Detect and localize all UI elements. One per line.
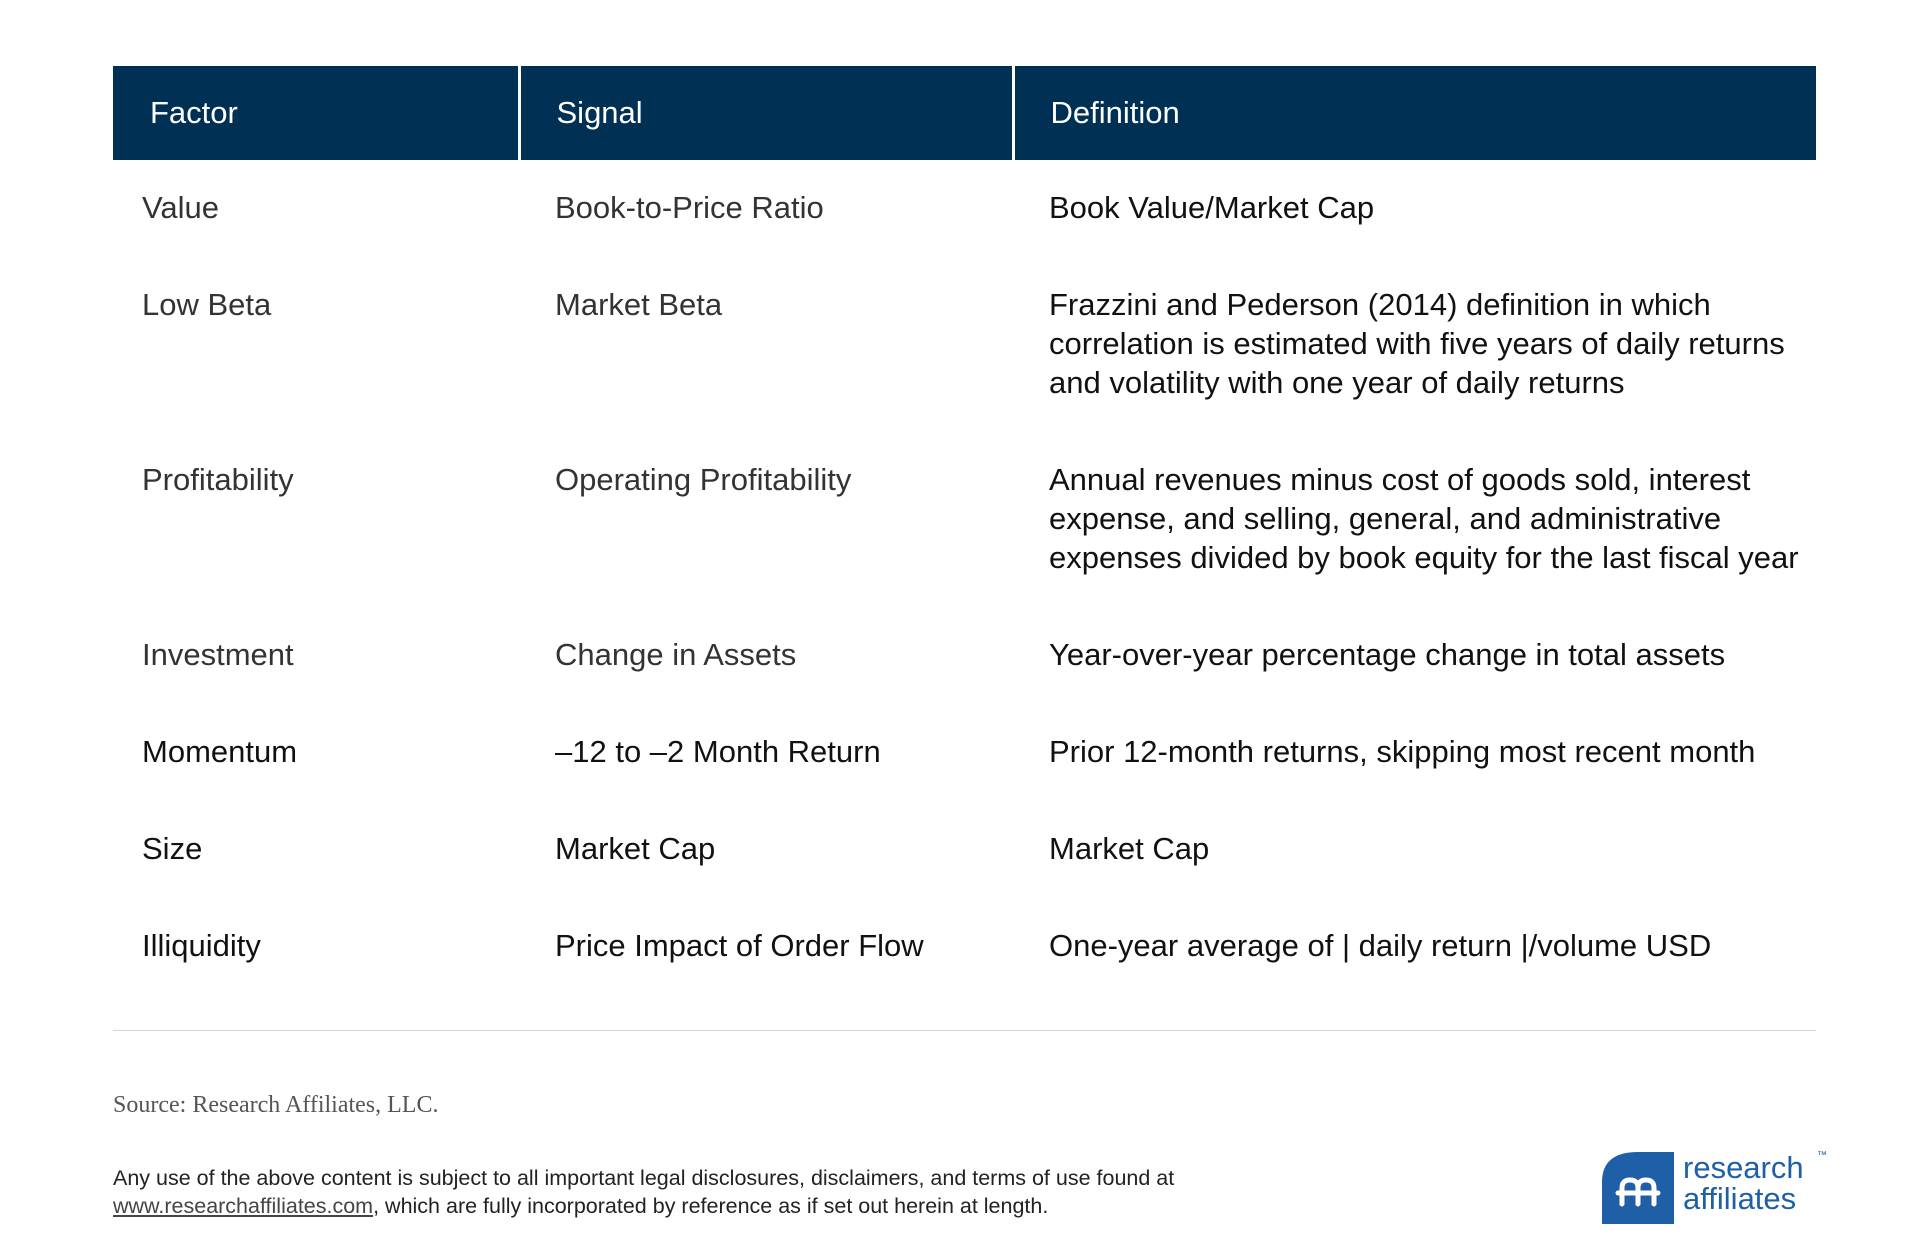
cell-definition: Book Value/Market Cap — [1049, 190, 1375, 225]
cell-factor: Size — [142, 831, 203, 866]
table-row — [113, 732, 1816, 829]
cell-signal: Operating Profitability — [555, 462, 852, 497]
cell-factor: Value — [142, 190, 219, 225]
cell-factor: Investment — [142, 637, 294, 672]
cell-definition: Market Cap — [1049, 831, 1210, 866]
logo-line-research: research — [1683, 1150, 1804, 1185]
cell-factor: Profitability — [142, 462, 294, 497]
cell-factor: Momentum — [142, 734, 298, 769]
cell-definition: Annual revenues minus cost of goods sold, interest expense, and selling, general, and administrative expenses divided by book equity for the last fiscal year — [1049, 462, 1799, 575]
factor-table-container — [113, 66, 1816, 987]
cell-factor: Low Beta — [142, 287, 272, 322]
disclaimer-line1: Any use of the above content is subject to all important legal disclosures, disclaimers, and terms of use found at — [113, 1166, 1175, 1190]
header-definition: Definition — [1013, 66, 1816, 160]
cell-definition: One-year average of | daily return |/volume USD — [1049, 928, 1712, 963]
header-signal: Signal — [519, 66, 1013, 160]
table-row — [113, 926, 1816, 987]
disclaimer-line2: , which are fully incorporated by reference as if set out herein at length. — [373, 1194, 1049, 1218]
source-note: Source: Research Affiliates, LLC. — [113, 1092, 439, 1118]
cell-signal: Book-to-Price Ratio — [555, 190, 824, 225]
logo-wordmark — [1683, 1152, 1804, 1214]
website-link[interactable]: www.researchaffiliates.com — [113, 1194, 374, 1218]
table-bottom-divider — [113, 1030, 1816, 1031]
cell-signal: Change in Assets — [555, 637, 797, 672]
cell-factor: Illiquidity — [142, 928, 261, 963]
logo-line-affiliates: affiliates — [1683, 1181, 1797, 1216]
cell-definition: Year-over-year percentage change in total assets — [1049, 637, 1726, 672]
table-row — [113, 829, 1816, 926]
research-affiliates-logo — [1602, 1150, 1827, 1228]
table-row — [113, 285, 1816, 460]
cell-signal: –12 to –2 Month Return — [555, 734, 881, 769]
cell-signal: Price Impact of Order Flow — [555, 928, 924, 963]
factor-table — [113, 66, 1816, 987]
header-factor: Factor — [113, 66, 519, 160]
table-row — [113, 635, 1816, 732]
research-affiliates-logo-icon — [1602, 1152, 1674, 1224]
cell-definition: Frazzini and Pederson (2014) definition in which correlation is estimated with five years of daily returns and volatility with one year of daily returns — [1049, 287, 1785, 400]
table-header-row — [113, 66, 1816, 160]
legal-disclaimer — [113, 1164, 1174, 1220]
trademark-symbol: ™ — [1817, 1150, 1827, 1161]
cell-definition: Prior 12-month returns, skipping most recent month — [1049, 734, 1756, 769]
cell-signal: Market Beta — [555, 287, 723, 322]
table-row — [113, 160, 1816, 285]
cell-signal: Market Cap — [555, 831, 716, 866]
table-row — [113, 460, 1816, 635]
